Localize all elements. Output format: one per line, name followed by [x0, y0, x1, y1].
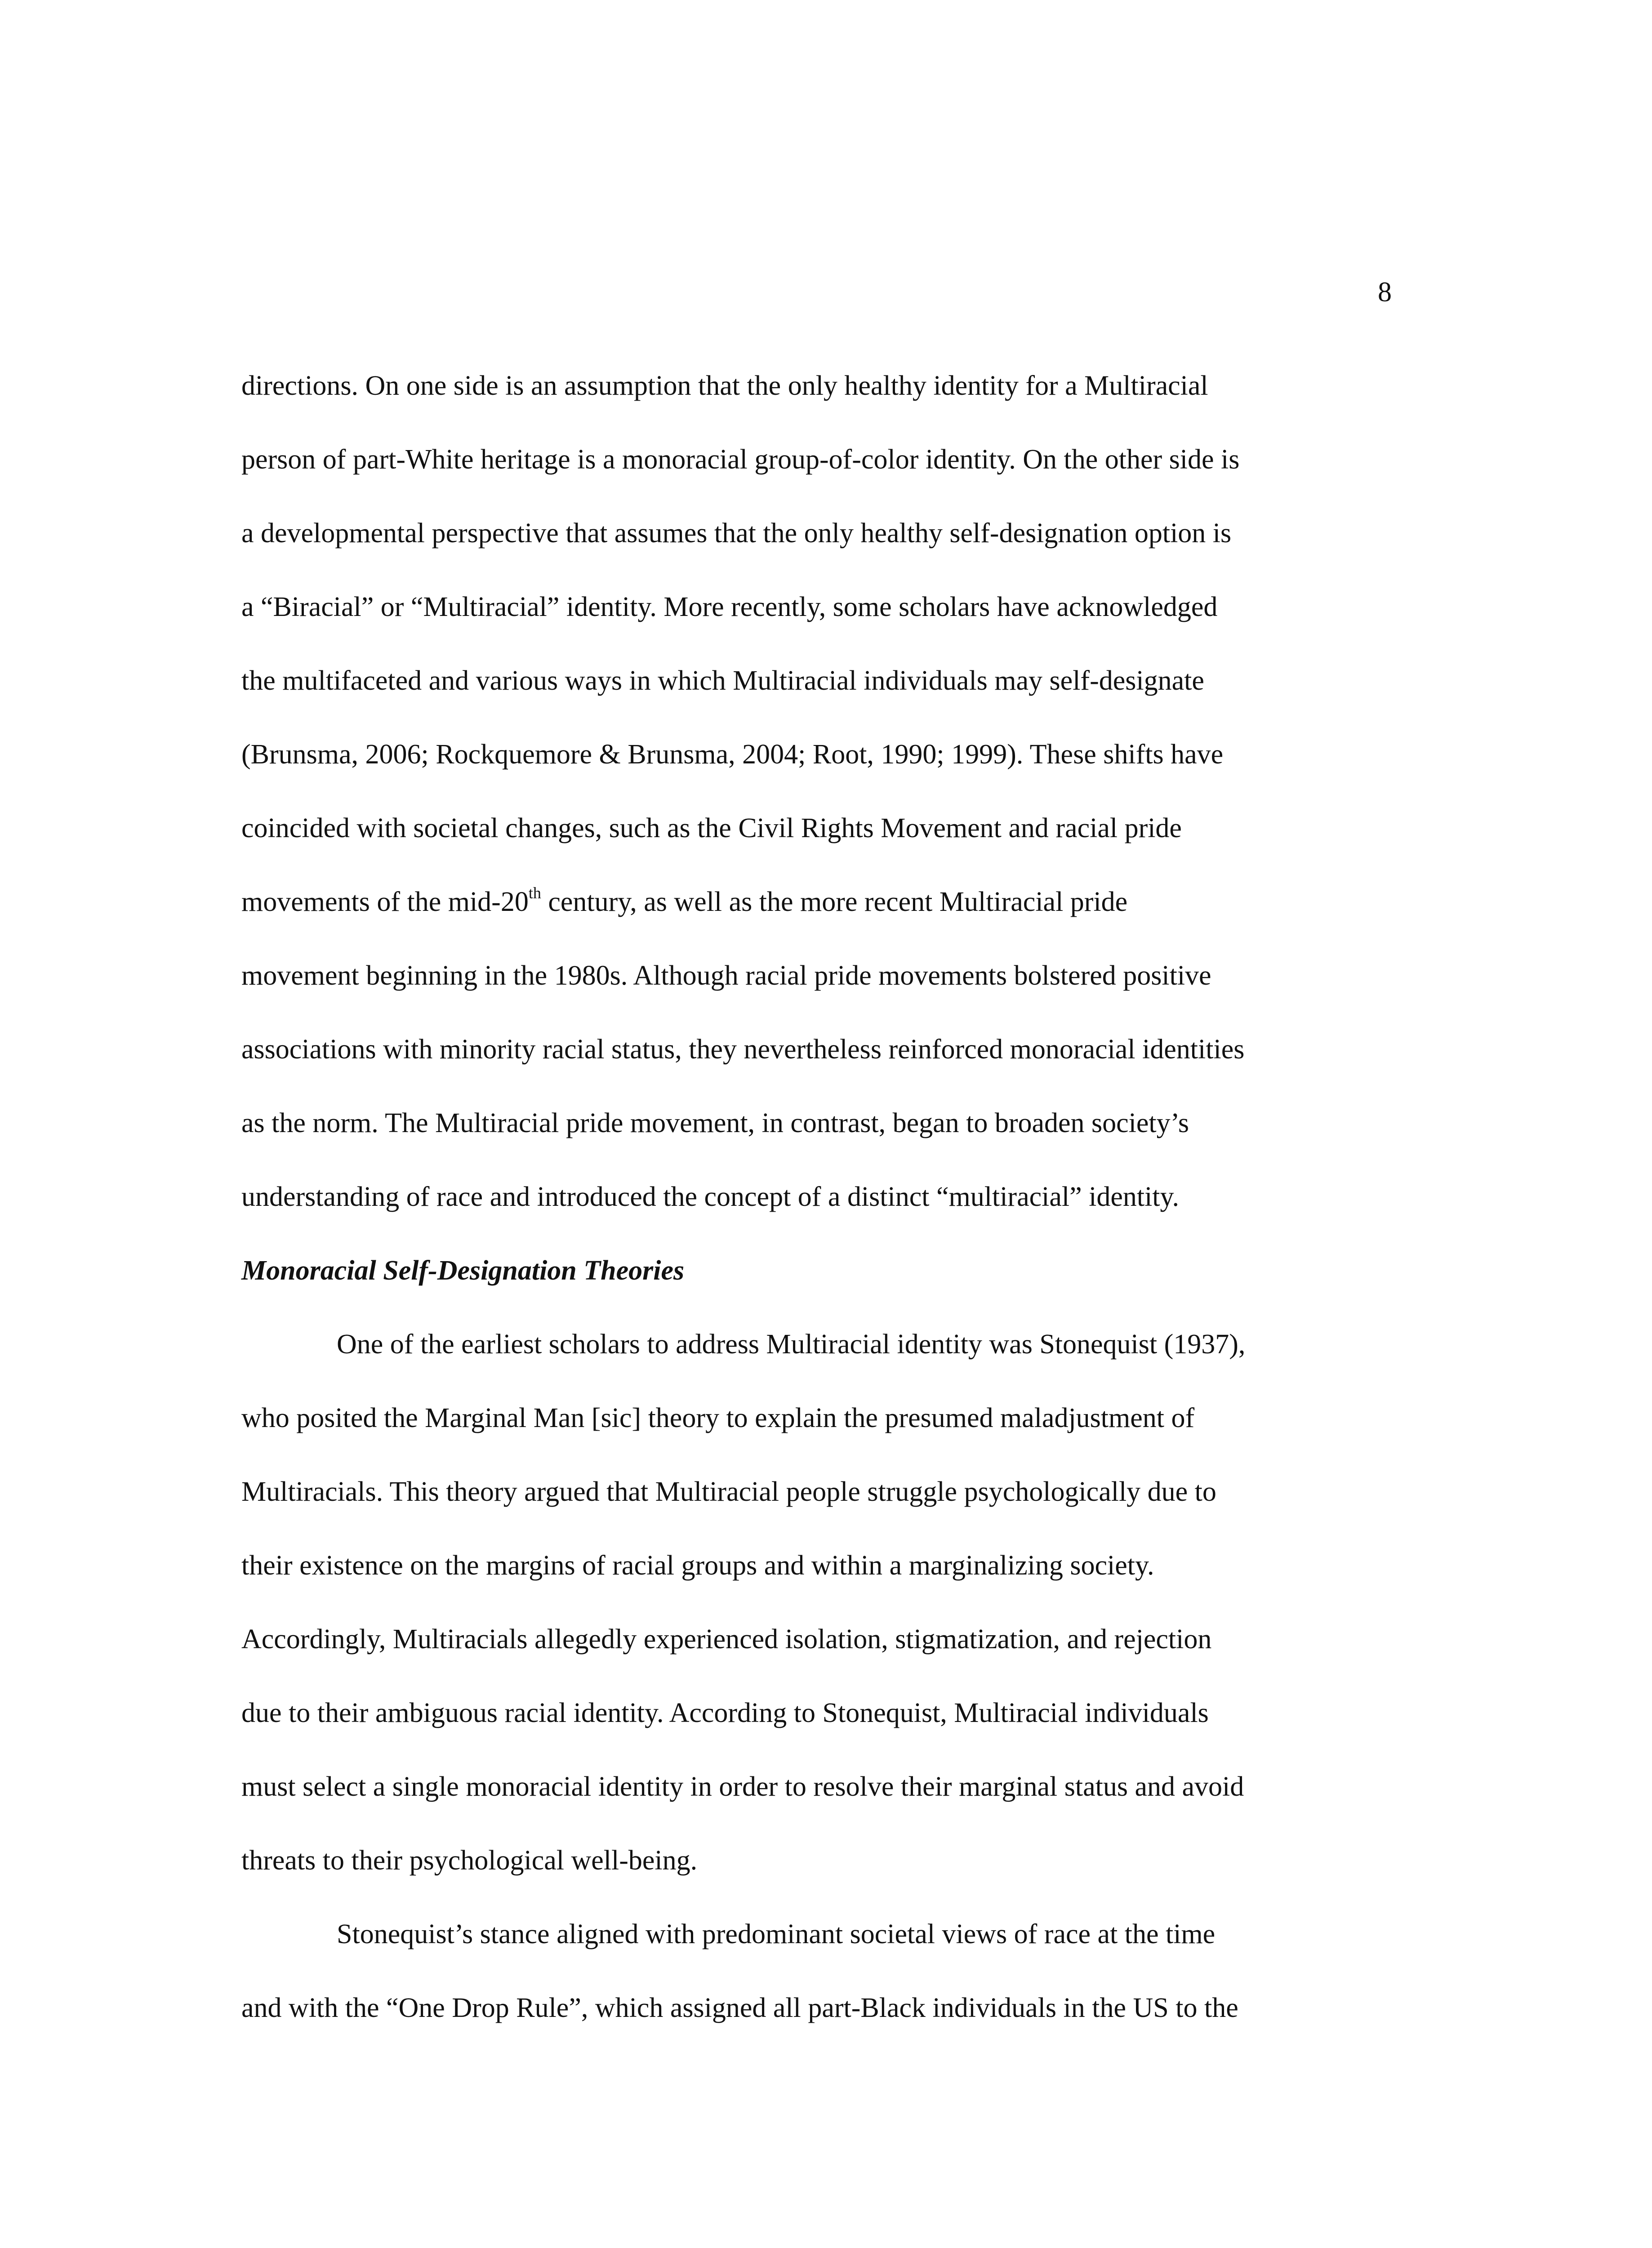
paragraph-line: person of part-White heritage is a monoracial group-of-color identity. On the other side is	[241, 444, 1240, 475]
paragraph-line-with-superscript	[241, 879, 1394, 953]
ordinal-superscript: th	[528, 884, 541, 902]
paragraph-line: must select a single monoracial identity in order to resolve their marginal status and avoid	[241, 1771, 1244, 1802]
paragraph-line: a “Biracial” or “Multiracial” identity. More recently, some scholars have acknowledged	[241, 592, 1218, 622]
paragraph-line: movement beginning in the 1980s. Although racial pride movements bolstered positive	[241, 960, 1211, 991]
paragraph-line: the multifaceted and various ways in which Multiracial individuals may self-designate	[241, 665, 1204, 696]
paragraph-line: directions. On one side is an assumption that the only healthy identity for a Multiracial	[241, 370, 1208, 401]
paragraph-line: understanding of race and introduced the concept of a distinct “multiracial” identity.	[241, 1182, 1179, 1212]
paragraph-line: a developmental perspective that assumes that the only healthy self-designation option is	[241, 518, 1232, 549]
paragraph-line: coincided with societal changes, such as the Civil Rights Movement and racial pride	[241, 813, 1182, 843]
paragraph-line: and with the “One Drop Rule”, which assigned all part-Black individuals in the US to the	[241, 1993, 1238, 2023]
paragraph-line: threats to their psychological well-being.	[241, 1845, 698, 1876]
paragraph-line: due to their ambiguous racial identity. According to Stonequist, Multiracial individuals	[241, 1698, 1209, 1728]
paragraph-line: who posited the Marginal Man [sic] theory to explain the presumed maladjustment of	[241, 1403, 1195, 1433]
paragraph-line: One of the earliest scholars to address Multiracial identity was Stonequist (1937),	[337, 1329, 1246, 1360]
section-heading: Monoracial Self-Designation Theories	[241, 1255, 685, 1286]
paragraph-line: Accordingly, Multiracials allegedly experienced isolation, stigmatization, and rejection	[241, 1624, 1212, 1655]
paragraph-line: as the norm. The Multiracial pride movement, in contrast, began to broaden society’s	[241, 1108, 1189, 1138]
paragraph-line: Multiracials. This theory argued that Multiracial people struggle psychologically due to	[241, 1476, 1216, 1507]
line-text-after-superscript: century, as well as the more recent Multiracial pride	[541, 887, 1128, 917]
paragraph-line: Stonequist’s stance aligned with predominant societal views of race at the time	[337, 1919, 1216, 1949]
line-text-before-superscript: movements of the mid-20	[241, 887, 529, 917]
paragraph-line: (Brunsma, 2006; Rockquemore & Brunsma, 2004; Root, 1990; 1999). These shifts have	[241, 739, 1224, 770]
page-number: 8	[1378, 277, 1392, 308]
paragraph-line: their existence on the margins of racial groups and within a marginalizing society.	[241, 1550, 1154, 1581]
document-body	[241, 363, 1394, 2059]
paragraph-line: associations with minority racial status, they nevertheless reinforced monoracial identities	[241, 1034, 1245, 1065]
